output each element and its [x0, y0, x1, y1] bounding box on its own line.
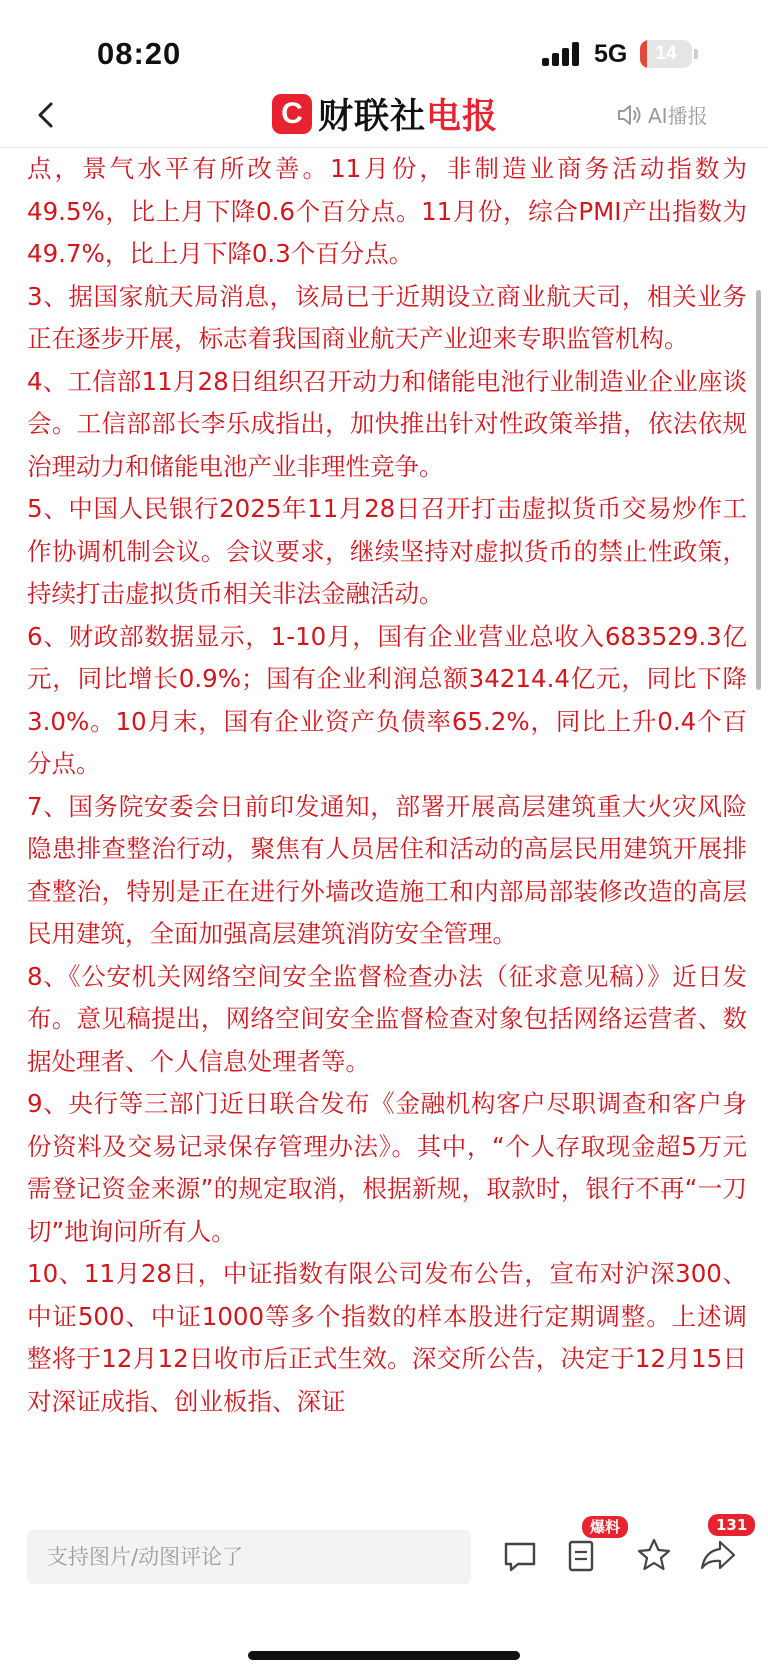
news-text: [27, 148, 747, 1423]
news-paragraph: 4、工信部11月28日组织召开动力和储能电池行业制造业企业座谈会。工信部部长李乐成指出，加快推出针对性政策举措，依法依规治理动力和储能电池产业非理性竞争。: [27, 366, 747, 481]
battery-cap: [694, 49, 698, 59]
news-paragraph: 8、《公安机关网络空间安全监督检查办法（征求意见稿）》近日发布。意见稿提出，网络空间安全监督检查对象包括网络运营者、数据处理者、个人信息处理者等。: [27, 961, 747, 1076]
news-paragraph: 10、11月28日，中证指数有限公司发布公告，宣布对沪深300、中证500、中证1000等多个指数的样本股进行定期调整。上述调整将于12月12日收市后正式生效。深交所公告，决定于12月15日对深证成指、创业板指、深证: [27, 1259, 747, 1416]
status-time: 08:20: [97, 36, 182, 71]
nav-bar: [0, 86, 768, 148]
scrollbar[interactable]: [756, 290, 761, 690]
brand-name: 财联社: [318, 97, 427, 137]
news-paragraph: 6、财政部数据显示，1-10月，国有企业营业总收入683529.3亿元，同比增长0.9%；国有企业利润总额34214.4亿元，同比下降3.0%。10月末，国有企业资产负债率65.2%，同比上升0.4个百分点。: [27, 621, 747, 778]
news-paragraph: 9、央行等三部门近日联合发布《金融机构客户尽职调查和客户身份资料及交易记录保存管理办法》。其中，“个人存取现金超5万元需登记资金来源”的规定取消，根据新规，取款时，银行不再“一刀切”地询问所有人。: [27, 1089, 747, 1246]
status-bar: [0, 0, 768, 96]
comment-button[interactable]: [500, 1530, 540, 1576]
news-paragraph: 3、据国家航天局消息，该局已于近期设立商业航天司，相关业务正在逐步开展，标志着我国商业航天产业迎来专职监管机构。: [27, 281, 747, 353]
brand-name-accent: 电报: [426, 97, 499, 137]
home-indicator[interactable]: [248, 1651, 520, 1660]
bottom-bar: [0, 1510, 768, 1669]
brand-logo-icon: C: [272, 94, 312, 134]
battery-icon: [640, 40, 692, 68]
speaker-icon: [616, 103, 642, 127]
share-icon: [698, 1530, 738, 1576]
share-count-badge: 131: [708, 1514, 755, 1536]
comment-icon: [500, 1530, 540, 1576]
network-label: 5G: [594, 40, 628, 68]
ai-play-button[interactable]: [616, 100, 708, 129]
news-paragraph: 7、国务院安委会日前印发通知，部署开展高层建筑重大火灾风险隐患排查整治行动，聚焦有人员居住和活动的高层民用建筑开展排查整治，特别是正在进行外墙改造施工和内部局部装修改造的高层民用建筑，全面加强高层建筑消防安全管理。: [27, 791, 747, 948]
comment-input[interactable]: 支持图片/动图评论了: [27, 1530, 471, 1584]
favorite-button[interactable]: [634, 1530, 674, 1576]
brand: [272, 92, 498, 136]
chevron-left-icon[interactable]: [30, 98, 64, 132]
news-paragraph: 5、中国人民银行2025年11月28日召开打击虚拟货币交易炒作工作协调机制会议。会议要求，继续坚持对虚拟货币的禁止性政策，持续打击虚拟货币相关非法金融活动。: [27, 494, 747, 608]
article-body: [27, 148, 747, 1510]
news-paragraph: 点，景气水平有所改善。11月份，非制造业商务活动指数为49.5%，比上月下降0.6个百分点。11月份，综合PMI产出指数为49.7%，比上月下降0.3个百分点。: [27, 154, 747, 268]
share-button[interactable]: [698, 1516, 748, 1576]
star-icon: [634, 1530, 674, 1576]
signal-icon: [542, 42, 582, 66]
report-badge: 爆料: [582, 1516, 628, 1538]
report-button[interactable]: [562, 1518, 621, 1576]
battery-level: 14: [655, 43, 677, 64]
ai-play-label: AI播报: [648, 104, 708, 128]
